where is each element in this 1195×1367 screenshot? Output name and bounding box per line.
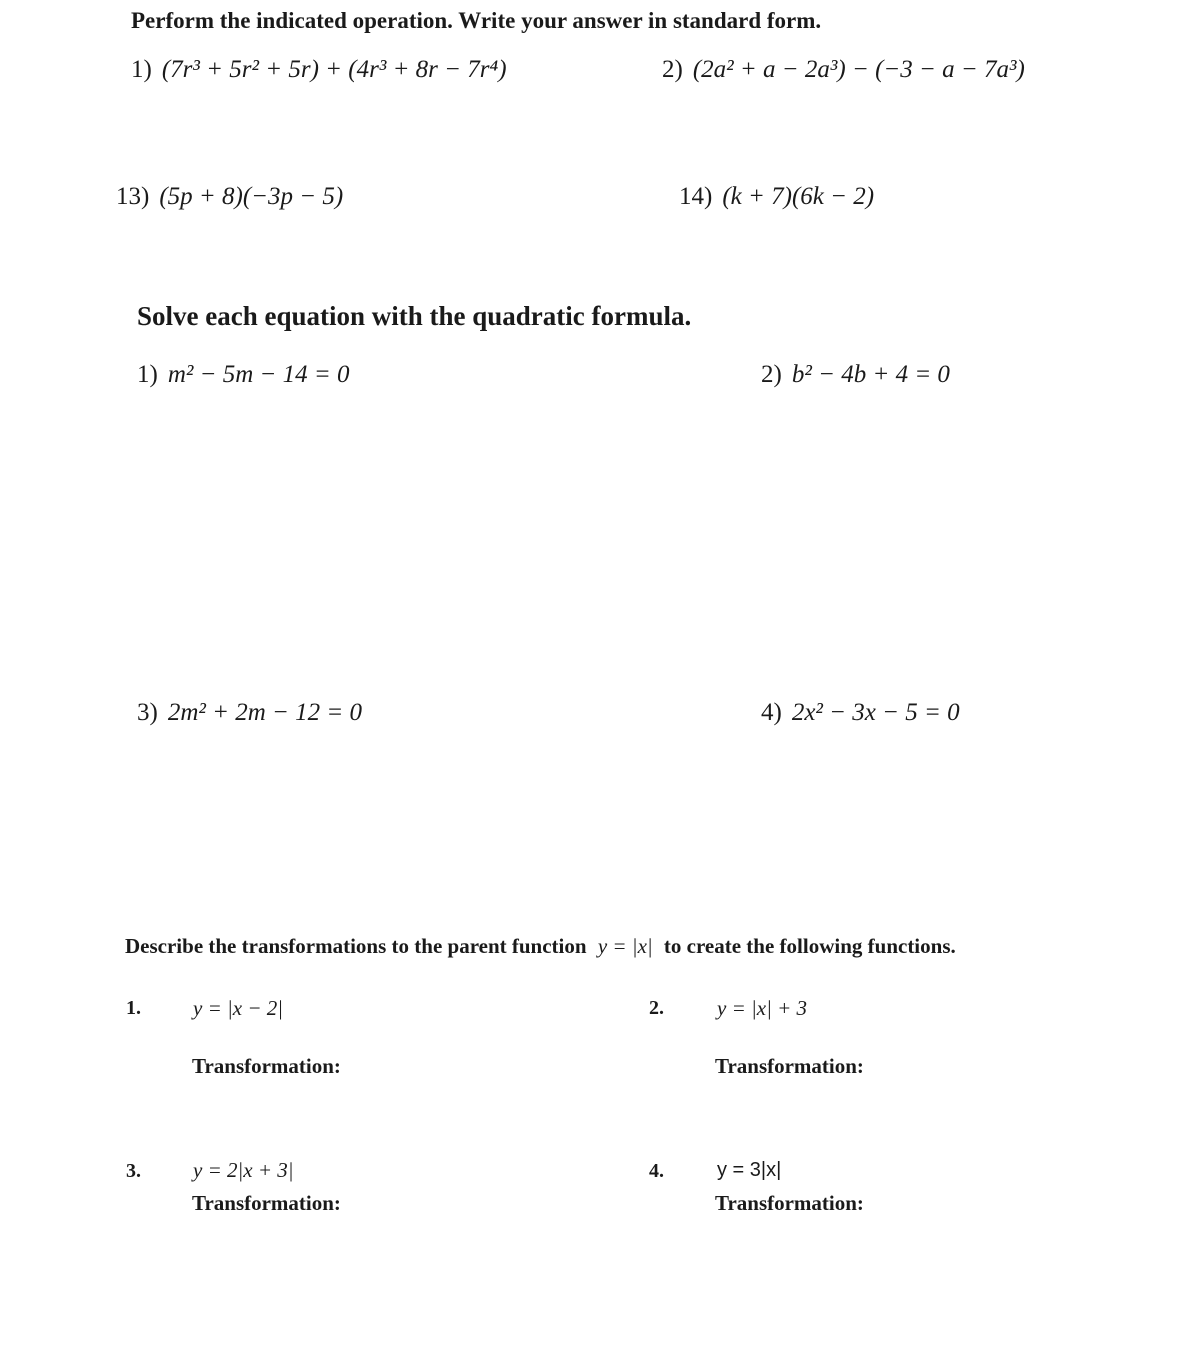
problem-number: 2): [662, 56, 683, 83]
problem-expression: (k + 7)(6k − 2): [722, 183, 875, 210]
operation-problem-14: [679, 183, 874, 211]
section3-heading: [125, 934, 956, 959]
heading-text-before: Describe the transformations to the parent function: [125, 934, 587, 958]
transformation-label: Transformation:: [192, 1191, 341, 1215]
transform-problem-number: 4.: [649, 1160, 664, 1182]
heading-text-after: to create the following functions.: [663, 934, 956, 958]
quadratic-problem-3: [137, 699, 362, 727]
problem-expression: (2a² + a − 2a³) − (−3 − a − 7a³): [692, 56, 1025, 83]
transformation-label: Transformation:: [192, 1054, 341, 1078]
quadratic-problem-1: [137, 361, 350, 389]
transform-problem-number: 1.: [126, 997, 141, 1019]
section2-heading: Solve each equation with the quadratic formula.: [137, 301, 692, 331]
problem-expression: 2m² + 2m − 12 = 0: [167, 699, 363, 726]
problem-number: 2): [761, 361, 782, 388]
problem-expression: b² − 4b + 4 = 0: [791, 361, 950, 388]
problem-number: 1): [131, 56, 152, 83]
operation-problem-2: [662, 56, 1025, 84]
transform-function: y = 2|x + 3|: [193, 1158, 294, 1182]
problem-number: 4): [761, 699, 782, 726]
quadratic-problem-2: [761, 361, 950, 389]
problem-number: 13): [116, 183, 150, 210]
transform-function: y = 3|x|: [717, 1159, 782, 1181]
problem-expression: m² − 5m − 14 = 0: [167, 361, 350, 388]
operation-problem-1: [131, 56, 507, 84]
problem-number: 1): [137, 361, 158, 388]
problem-number: 14): [679, 183, 713, 210]
problem-expression: 2x² − 3x − 5 = 0: [791, 699, 960, 726]
transform-problem-number: 2.: [649, 997, 664, 1019]
problem-expression: (7r³ + 5r² + 5r) + (4r³ + 8r − 7r⁴): [161, 56, 507, 83]
transformation-label: Transformation:: [715, 1191, 864, 1215]
transform-function: y = |x| + 3: [717, 996, 808, 1020]
transformation-label: Transformation:: [715, 1054, 864, 1078]
quadratic-problem-4: [761, 699, 960, 727]
problem-expression: (5p + 8)(−3p − 5): [159, 183, 344, 210]
operation-problem-13: [116, 183, 343, 211]
transform-function: y = |x − 2|: [193, 996, 284, 1020]
problem-number: 3): [137, 699, 158, 726]
section1-heading: Perform the indicated operation. Write your answer in standard form.: [131, 8, 822, 33]
parent-function: y = |x|: [597, 934, 653, 958]
transform-problem-number: 3.: [126, 1160, 141, 1182]
